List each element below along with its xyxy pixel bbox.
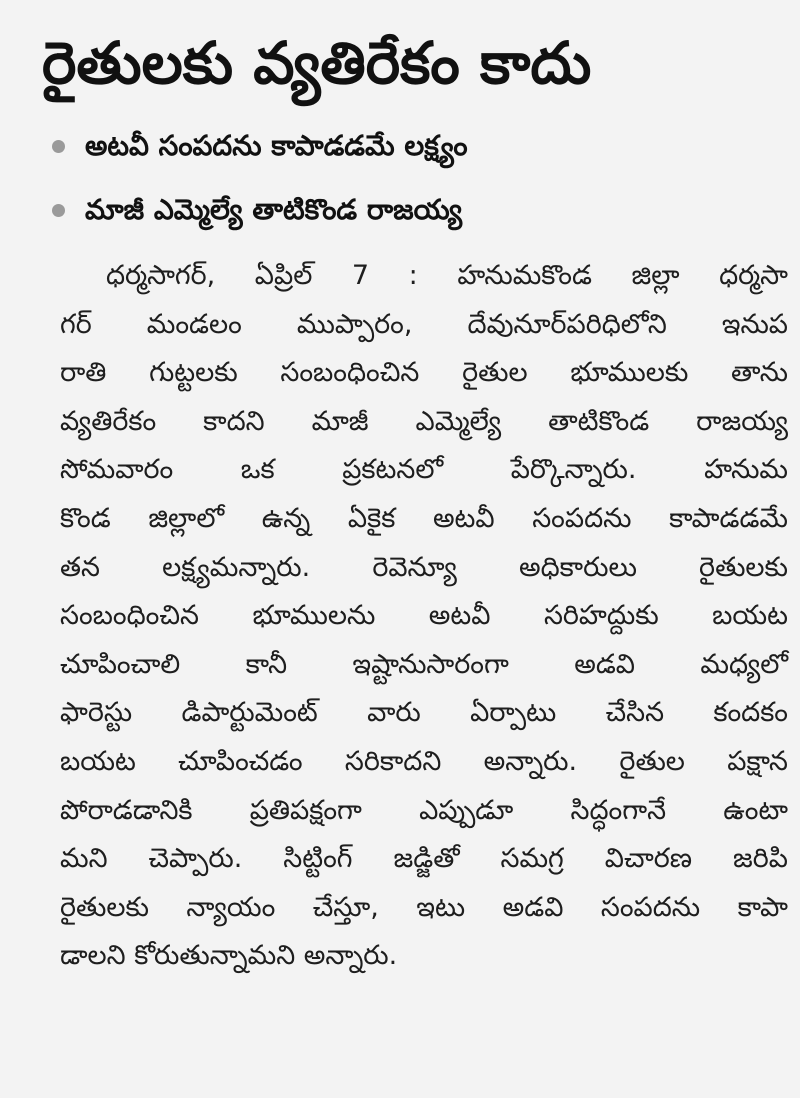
body-line: కొండ జిల్లాలో ఉన్న ఏకైక అటవీ సంపదను కాపాడడమే [60, 502, 788, 534]
article-body [60, 252, 788, 981]
body-line: గర్ మండలం ముప్పారం, దేవునూర్‌పరిధిలోని ఇనుప [60, 308, 788, 340]
headline: రైతులకు వ్యతిరేకం కాదు [42, 29, 592, 97]
bullet-dot-icon [52, 140, 65, 153]
body-line: చూపించాలి కానీ ఇష్టానుసారంగా అడవి మధ్యలో [60, 648, 788, 680]
body-line: ధర్మసాగర్, ఏప్రిల్ 7 : హనుమకొండ జిల్లా ధర్మసా [106, 260, 788, 291]
subheading-list [52, 114, 782, 242]
body-line: రైతులకు న్యాయం చేస్తూ, ఇటు అడవి సంపదను కాపా [60, 891, 788, 923]
body-line: సోమవారం ఒక ప్రకటనలో పేర్కొన్నారు. హనుమ [60, 454, 788, 486]
body-line: రాతి గుట్టలకు సంబంధించిన రైతుల భూములకు తాను [60, 357, 788, 389]
body-line: డాలని కోరుతున్నామని అన్నారు. [60, 940, 398, 972]
subheading-text: అటవీ సంపదను కాపాడడమే లక్ష్యం [85, 129, 468, 162]
subheading-item [52, 114, 782, 178]
body-line: బయట చూపించడం సరికాదని అన్నారు. రైతుల పక్షాన [60, 745, 788, 777]
body-line: తన లక్ష్యమన్నారు. రెవెన్యూ అధికారులు రైతులకు [60, 551, 788, 583]
subheading-text: మాజీ ఎమ్మెల్యే తాటికొండ రాజయ్య [85, 193, 463, 226]
body-line: మని చెప్పారు. సిట్టింగ్ జడ్జితో సమగ్ర విచారణ జరిపి [60, 843, 788, 875]
body-line: పోరాడడానికి ప్రతిపక్షంగా ఎప్పుడూ సిద్ధంగానే ఉంటా [60, 794, 788, 826]
body-line: ఫారెస్టు డిపార్టుమెంట్ వారు ఏర్పాటు చేసిన కందకం [60, 697, 788, 729]
body-line: సంబంధించిన భూములను అటవీ సరిహద్దుకు బయట [60, 600, 788, 632]
bullet-dot-icon [52, 204, 65, 217]
body-line: వ్యతిరేకం కాదని మాజీ ఎమ్మెల్యే తాటికొండ రాజయ్య [60, 405, 788, 437]
subheading-item [52, 178, 782, 242]
